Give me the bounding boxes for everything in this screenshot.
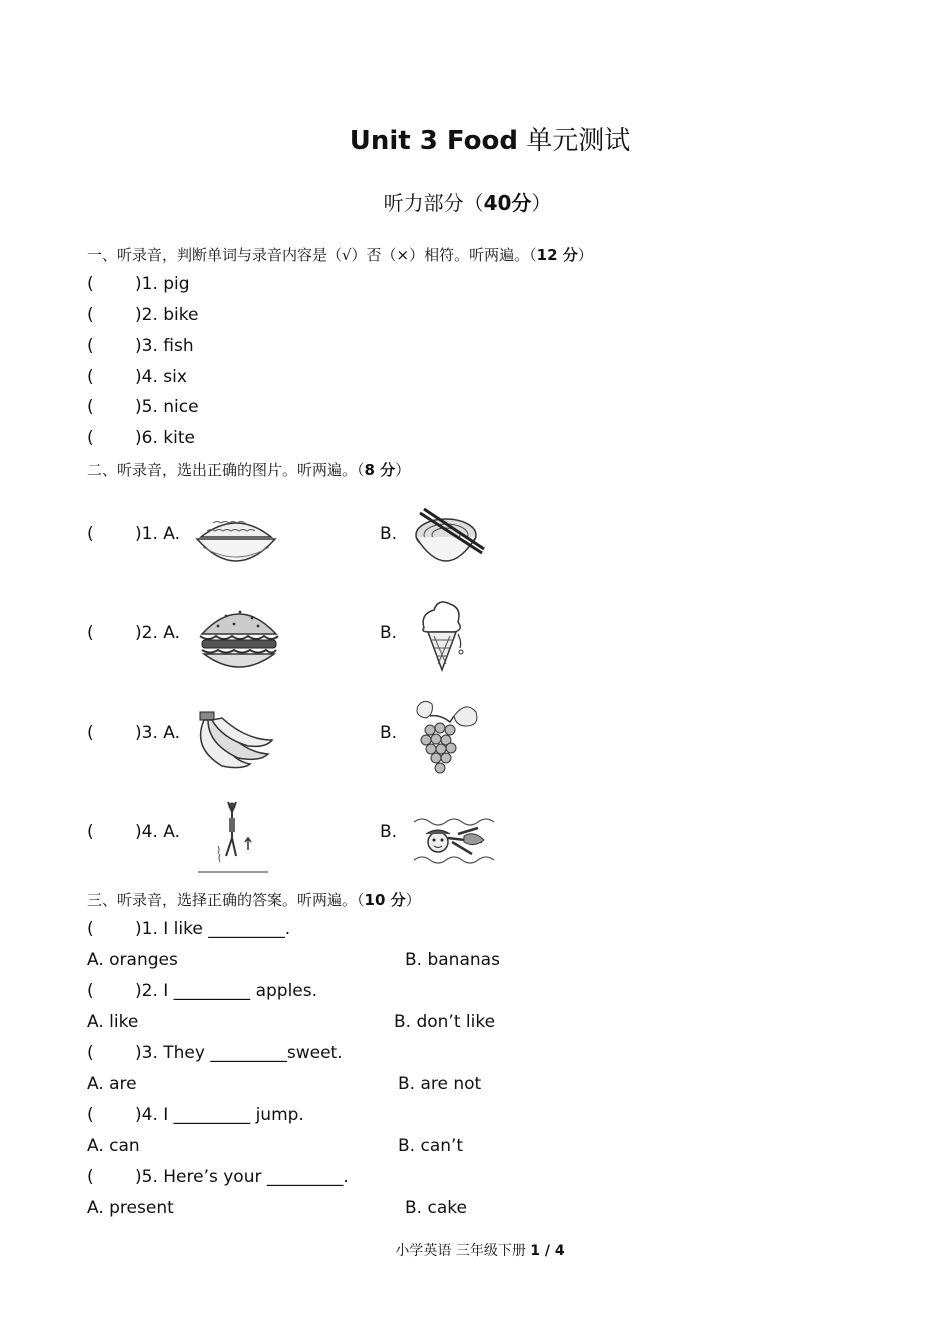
section2-close: ） <box>395 461 411 479</box>
answer-paren[interactable]: ( <box>87 524 94 544</box>
footer-text: 小学英语 三年级下册 <box>395 1243 531 1259</box>
word-text: 1. pig <box>141 274 190 294</box>
question-text: 3. They _________sweet. <box>141 1043 343 1063</box>
answer-paren[interactable]: ( <box>87 723 94 743</box>
section3-heading-text: 三、听录音，选择正确的答案。听两遍。（ <box>87 891 365 909</box>
option-a[interactable]: A. are <box>87 1074 137 1094</box>
section1-score: 12 分 <box>536 246 578 264</box>
paren-close: ) <box>135 274 142 294</box>
option-b[interactable]: B. can’t <box>398 1136 464 1156</box>
page-number: 1 / 4 <box>530 1243 565 1259</box>
subtitle-text: 听力部分（ <box>383 191 484 215</box>
question-label: 3. A. <box>141 723 180 743</box>
answer-paren[interactable]: ( <box>87 305 94 325</box>
option-b-label: B. <box>380 723 398 743</box>
option-b[interactable]: B. bananas <box>405 950 500 970</box>
section3-score: 10 分 <box>364 891 406 909</box>
section2-question <box>87 524 180 544</box>
section3-question <box>87 1167 349 1187</box>
question-text: 5. Here’s your _________. <box>141 1167 349 1187</box>
option-b[interactable]: B. cake <box>405 1198 467 1218</box>
answer-paren[interactable]: ( <box>87 397 94 417</box>
section3-close: ） <box>405 891 421 909</box>
section2-heading-text: 二、听录音，选出正确的图片。听两遍。（ <box>87 461 365 479</box>
word-text: 5. nice <box>141 397 199 417</box>
answer-paren[interactable]: ( <box>87 1105 94 1125</box>
section3-question <box>87 1105 304 1125</box>
section3-question <box>87 919 290 939</box>
section1-item <box>87 367 187 387</box>
paren-close: ) <box>135 367 142 387</box>
answer-paren[interactable]: ( <box>87 1043 94 1063</box>
title-english: Unit 3 Food <box>349 126 518 156</box>
option-b-label: B. <box>380 822 398 842</box>
section3-question <box>87 981 317 1001</box>
option-b[interactable]: B. are not <box>398 1074 482 1094</box>
paren-close: ) <box>135 428 142 448</box>
section1-item <box>87 336 194 356</box>
swimming-person-image[interactable] <box>412 798 500 874</box>
hamburger-image[interactable] <box>196 600 282 672</box>
section1-item <box>87 397 199 417</box>
paren-close: ) <box>135 1043 142 1063</box>
section2-question <box>87 723 180 743</box>
section1-item <box>87 428 195 448</box>
section2-question <box>87 822 180 842</box>
noodles-bowl-image[interactable] <box>410 503 490 573</box>
answer-paren[interactable]: ( <box>87 274 94 294</box>
paren-close: ) <box>135 336 142 356</box>
section1-heading-text: 一、听录音，判断单词与录音内容是（√）否（×）相符。听两遍。（ <box>87 246 537 264</box>
paren-close: ) <box>135 524 142 544</box>
ice-cream-image[interactable] <box>416 598 468 676</box>
answer-paren[interactable]: ( <box>87 919 94 939</box>
option-a[interactable]: A. like <box>87 1012 139 1032</box>
option-a[interactable]: A. can <box>87 1136 140 1156</box>
word-text: 2. bike <box>141 305 199 325</box>
paren-close: ) <box>135 397 142 417</box>
question-text: 1. I like _________. <box>141 919 291 939</box>
option-b-label: B. <box>380 524 398 544</box>
paren-close: ) <box>135 1167 142 1187</box>
section-subtitle <box>0 187 935 216</box>
title-chinese: 单元测试 <box>526 126 631 156</box>
paren-close: ) <box>135 822 142 842</box>
option-a[interactable]: A. present <box>87 1198 174 1218</box>
question-label: 2. A. <box>141 623 180 643</box>
section3-question <box>87 1043 343 1063</box>
section2-score: 8 分 <box>364 461 396 479</box>
option-b[interactable]: B. don’t like <box>394 1012 496 1032</box>
answer-paren[interactable]: ( <box>87 367 94 387</box>
question-label: 4. A. <box>141 822 180 842</box>
section2-heading <box>87 459 410 480</box>
paren-close: ) <box>135 1105 142 1125</box>
answer-paren[interactable]: ( <box>87 981 94 1001</box>
section1-close: ） <box>577 246 593 264</box>
section2-question <box>87 623 180 643</box>
subtitle-close: ） <box>531 191 552 215</box>
question-text: 2. I _________ apples. <box>141 981 318 1001</box>
word-text: 3. fish <box>141 336 194 356</box>
section1-item <box>87 274 190 294</box>
bananas-image[interactable] <box>192 708 274 774</box>
page-footer <box>0 1240 950 1260</box>
paren-close: ) <box>135 981 142 1001</box>
answer-paren[interactable]: ( <box>87 822 94 842</box>
answer-paren[interactable]: ( <box>87 428 94 448</box>
rice-bowl-image[interactable] <box>193 505 279 575</box>
section1-heading <box>87 244 593 265</box>
question-text: 4. I _________ jump. <box>141 1105 304 1125</box>
grapes-image[interactable] <box>410 696 482 776</box>
option-b-label: B. <box>380 623 398 643</box>
section3-heading <box>87 889 421 910</box>
paren-close: ) <box>135 305 142 325</box>
page-title <box>0 120 950 157</box>
answer-paren[interactable]: ( <box>87 336 94 356</box>
paren-close: ) <box>135 623 142 643</box>
word-text: 4. six <box>141 367 187 387</box>
paren-close: ) <box>135 919 142 939</box>
answer-paren[interactable]: ( <box>87 1167 94 1187</box>
question-label: 1. A. <box>141 524 180 544</box>
paren-close: ) <box>135 723 142 743</box>
option-a[interactable]: A. oranges <box>87 950 178 970</box>
subtitle-score: 40分 <box>483 191 532 215</box>
section1-item <box>87 305 198 325</box>
answer-paren[interactable]: ( <box>87 623 94 643</box>
diving-person-image[interactable] <box>196 798 270 874</box>
word-text: 6. kite <box>141 428 195 448</box>
